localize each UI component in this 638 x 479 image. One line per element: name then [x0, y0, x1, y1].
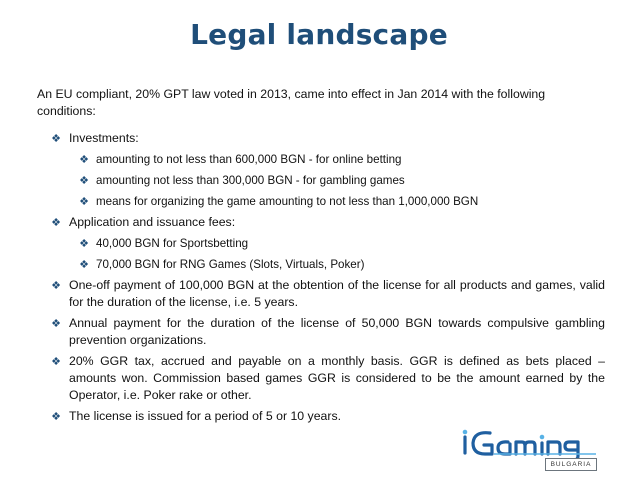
- list-item: [37, 315, 605, 349]
- list-item: [37, 256, 605, 273]
- list-item: [37, 408, 605, 425]
- diamond-bullet-icon: ❖: [79, 196, 89, 208]
- diamond-bullet-icon: ❖: [79, 259, 89, 271]
- list-item-text: 20% GGR tax, accrued and payable on a monthly basis. GGR is defined as bets placed – amounts won. Commission based games GGR is considered to be the amount earned by the Operator, i.e. Poker rake or other.: [69, 354, 605, 402]
- list-item: [37, 235, 605, 252]
- list-item: [37, 353, 605, 404]
- list-item-text: amounting to not less than 600,000 BGN - for online betting: [96, 153, 402, 166]
- diamond-bullet-icon: ❖: [51, 318, 61, 330]
- diamond-bullet-icon: ❖: [51, 411, 61, 423]
- list-item-text: 40,000 BGN for Sportsbetting: [96, 237, 249, 250]
- list-item: [37, 172, 605, 189]
- diamond-bullet-icon: ❖: [51, 356, 61, 368]
- diamond-bullet-icon: ❖: [79, 154, 89, 166]
- diamond-bullet-icon: ❖: [79, 175, 89, 187]
- list-item-text: Investments:: [69, 131, 139, 145]
- slide-title: Legal landscape: [190, 18, 448, 51]
- diamond-bullet-icon: ❖: [79, 238, 89, 250]
- list-item-text: means for organizing the game amounting to not less than 1,000,000 BGN: [96, 195, 479, 208]
- intro-paragraph: An EU compliant, 20% GPT law voted in 2013, came into effect in Jan 2014 with the following conditions:: [37, 87, 546, 118]
- igaming-logo: [458, 425, 608, 475]
- list-item-text: 70,000 BGN for RNG Games (Slots, Virtuals, Poker): [96, 258, 365, 271]
- list-item-text: One-off payment of 100,000 BGN at the obtention of the license for all products and games, valid for the duration of the license, i.e. 5 years.: [69, 278, 605, 309]
- list-item-text: Application and issuance fees:: [69, 215, 236, 229]
- list-item: [37, 151, 605, 168]
- igaming-wordmark-icon: [458, 425, 608, 461]
- diamond-bullet-icon: ❖: [51, 133, 61, 145]
- diamond-bullet-icon: ❖: [51, 280, 61, 292]
- conditions-list: [37, 130, 605, 425]
- list-item: [37, 130, 605, 147]
- list-item-text: The license is issued for a period of 5 or 10 years.: [69, 409, 342, 423]
- list-item: [37, 214, 605, 231]
- list-item: [37, 193, 605, 210]
- list-item-text: amounting not less than 300,000 BGN - for gambling games: [96, 174, 405, 187]
- diamond-bullet-icon: ❖: [51, 217, 61, 229]
- logo-subtitle: BULGARIA: [545, 458, 597, 471]
- list-item-text: Annual payment for the duration of the license of 50,000 BGN towards compulsive gambling prevention organizations.: [69, 316, 605, 347]
- list-item: [37, 277, 605, 311]
